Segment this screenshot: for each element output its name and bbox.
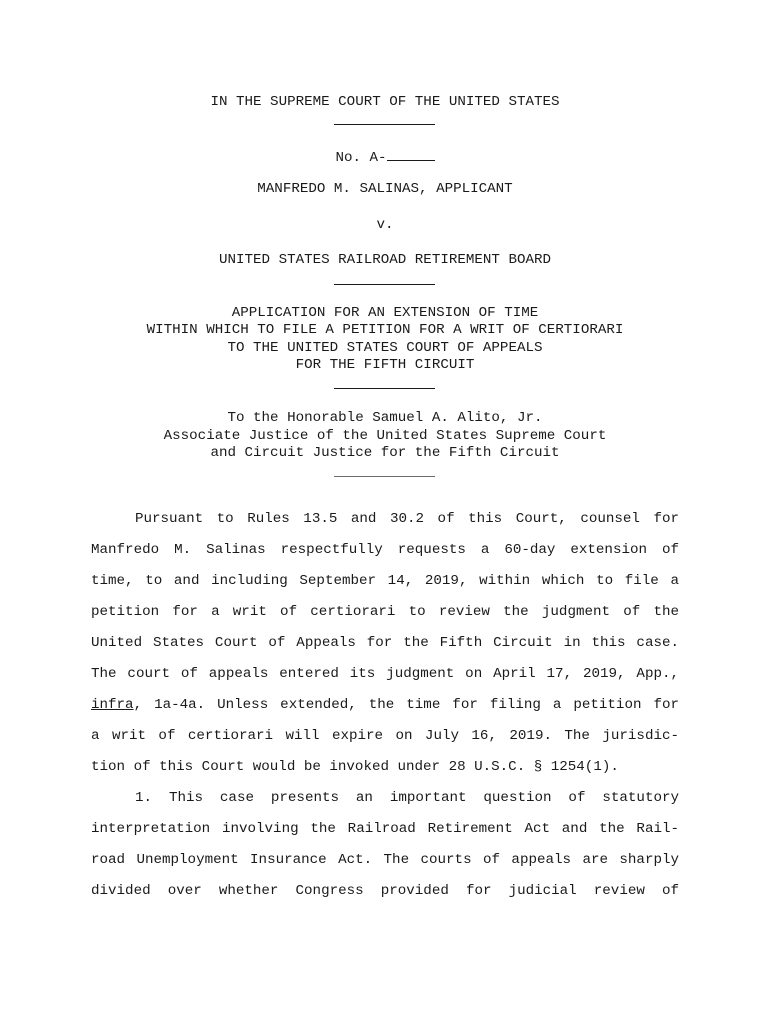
body-line: interpretation involving the Railroad Retirement Act and the Rail- [91,821,679,837]
docket-number [0,148,770,168]
body-line: petition for a writ of certiorari to review the judgment of the [91,604,679,620]
docket-blank [387,148,435,161]
body-line: United States Court of Appeals for the Fifth Circuit in this case. [91,635,679,651]
infra-citation: infra [91,697,134,713]
title-line-3: TO THE UNITED STATES COURT OF APPEALS [227,340,543,356]
addressee-divider [334,476,435,477]
docket-prefix: No. A- [335,150,387,166]
body-line: Pursuant to Rules 13.5 and 30.2 of this Court, counsel for [135,511,679,527]
title-line-2: WITHIN WHICH TO FILE A PETITION FOR A WRIT OF CERTIORARI [146,322,624,338]
title-line-4: FOR THE FIFTH CIRCUIT [295,357,475,373]
title-divider [334,388,435,389]
versus: v. [376,217,394,233]
addressee-line-2: Associate Justice of the United States Supreme Court [163,428,607,444]
body-line: a writ of certiorari will expire on July 16, 2019. The jurisdic- [91,728,679,744]
body-line: divided over whether Congress provided for judicial review of [91,883,679,899]
body-line: time, to and including September 14, 2019, within which to file a [91,573,679,589]
body-line: tion of this Court would be invoked under 28 U.S.C. § 1254(1). [91,759,619,775]
applicant-name: MANFREDO M. SALINAS, APPLICANT [257,181,513,197]
body-line: 1. This case presents an important question of statutory [135,790,679,806]
addressee-line-3: and Circuit Justice for the Fifth Circuit [210,445,560,461]
body-line: The court of appeals entered its judgment on April 17, 2019, App., [91,666,679,682]
respondent-name: UNITED STATES RAILROAD RETIREMENT BOARD [218,252,552,268]
body-line: Manfredo M. Salinas respectfully requests a 60-day extension of [91,542,679,558]
caption-divider-1 [334,124,435,125]
addressee-line-1: To the Honorable Samuel A. Alito, Jr. [227,410,543,426]
body-line [91,696,679,714]
body-line-rest: , 1a-4a. Unless extended, the time for filing a petition for [133,697,679,713]
caption-divider-2 [334,284,435,285]
court-heading: IN THE SUPREME COURT OF THE UNITED STATES [210,94,560,110]
body-line: road Unemployment Insurance Act. The courts of appeals are sharply [91,852,679,868]
title-line-1: APPLICATION FOR AN EXTENSION OF TIME [231,305,539,321]
